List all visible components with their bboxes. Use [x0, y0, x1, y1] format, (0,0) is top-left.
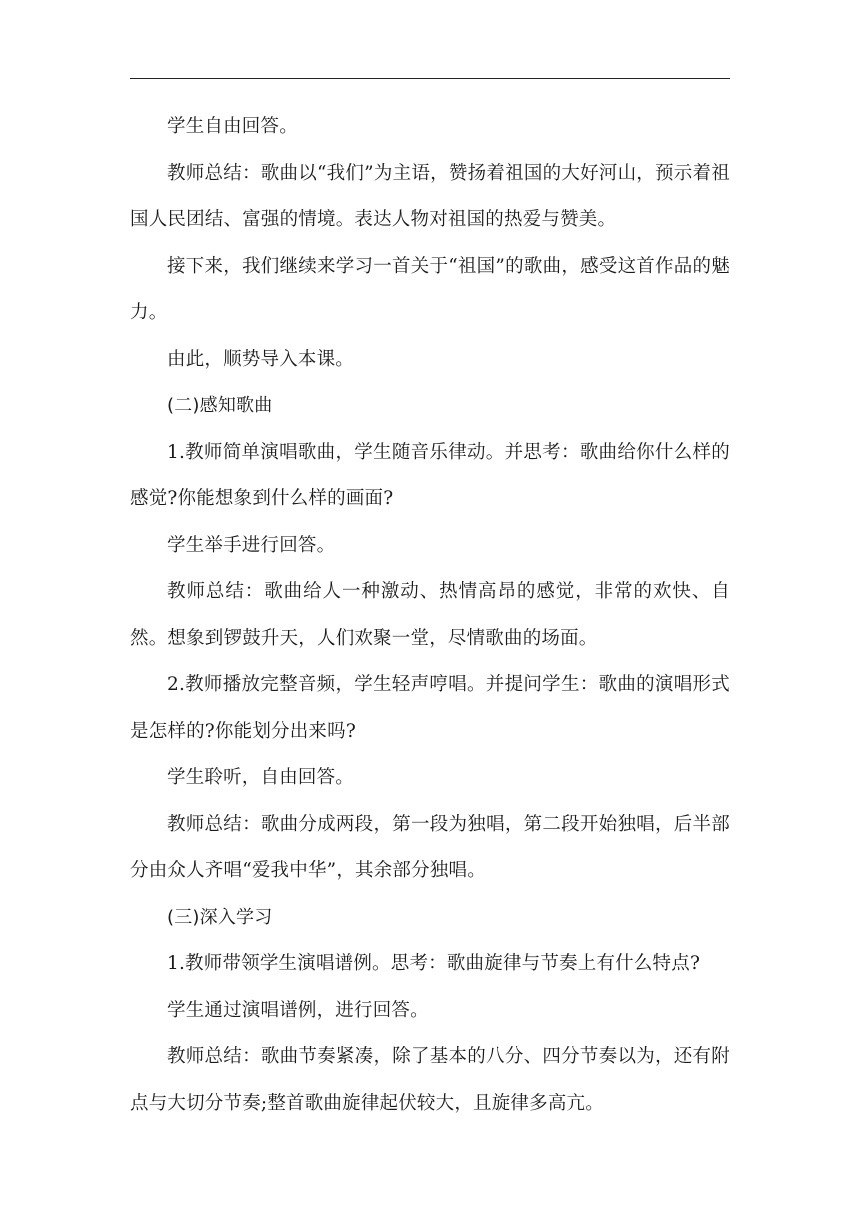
document-body — [130, 104, 730, 1127]
paragraph: 教师总结：歌曲节奏紧凑，除了基本的八分、四分节奏以为，还有附点与大切分节奏;整首歌曲旋律起伏较大，且旋律多高亢。 — [130, 1046, 730, 1114]
paragraph: 教师总结：歌曲分成两段，第一段为独唱，第二段开始独唱，后半部分由众人齐唱“爱我中华”，其余部分独唱。 — [130, 813, 730, 881]
header-rule — [130, 78, 730, 79]
paragraph: 1.教师带领学生演唱谱例。思考：歌曲旋律与节奏上有什么特点? — [167, 953, 701, 974]
paragraph: 接下来，我们继续来学习一首关于“祖国”的歌曲，感受这首作品的魅力。 — [130, 255, 730, 323]
paragraph: 由此，顺势导入本课。 — [167, 348, 355, 370]
paragraph: 1.教师简单演唱歌曲，学生随音乐律动。并思考：歌曲给你什么样的感觉?你能想象到什么样的画面? — [130, 441, 730, 509]
section-heading: (三)深入学习 — [167, 906, 273, 928]
paragraph: 2.教师播放完整音频，学生轻声哼唱。并提问学生：歌曲的演唱形式是怎样的?你能划分出来吗? — [130, 674, 730, 742]
paragraph: 学生举手进行回答。 — [167, 534, 336, 556]
paragraph: 学生聆听，自由回答。 — [167, 767, 355, 788]
paragraph: 教师总结：歌曲以“我们”为主语，赞扬着祖国的大好河山，预示着祖国人民团结、富强的情境。表达人物对祖国的热爱与赞美。 — [130, 162, 730, 230]
paragraph: 学生通过演唱谱例，进行回答。 — [167, 999, 429, 1021]
section-heading: (二)感知歌曲 — [167, 395, 273, 416]
paragraph: 学生自由回答。 — [167, 116, 298, 137]
paragraph: 教师总结：歌曲给人一种激动、热情高昂的感觉，非常的欢快、自然。想象到锣鼓升天，人们欢聚一堂，尽情歌曲的场面。 — [130, 581, 730, 649]
